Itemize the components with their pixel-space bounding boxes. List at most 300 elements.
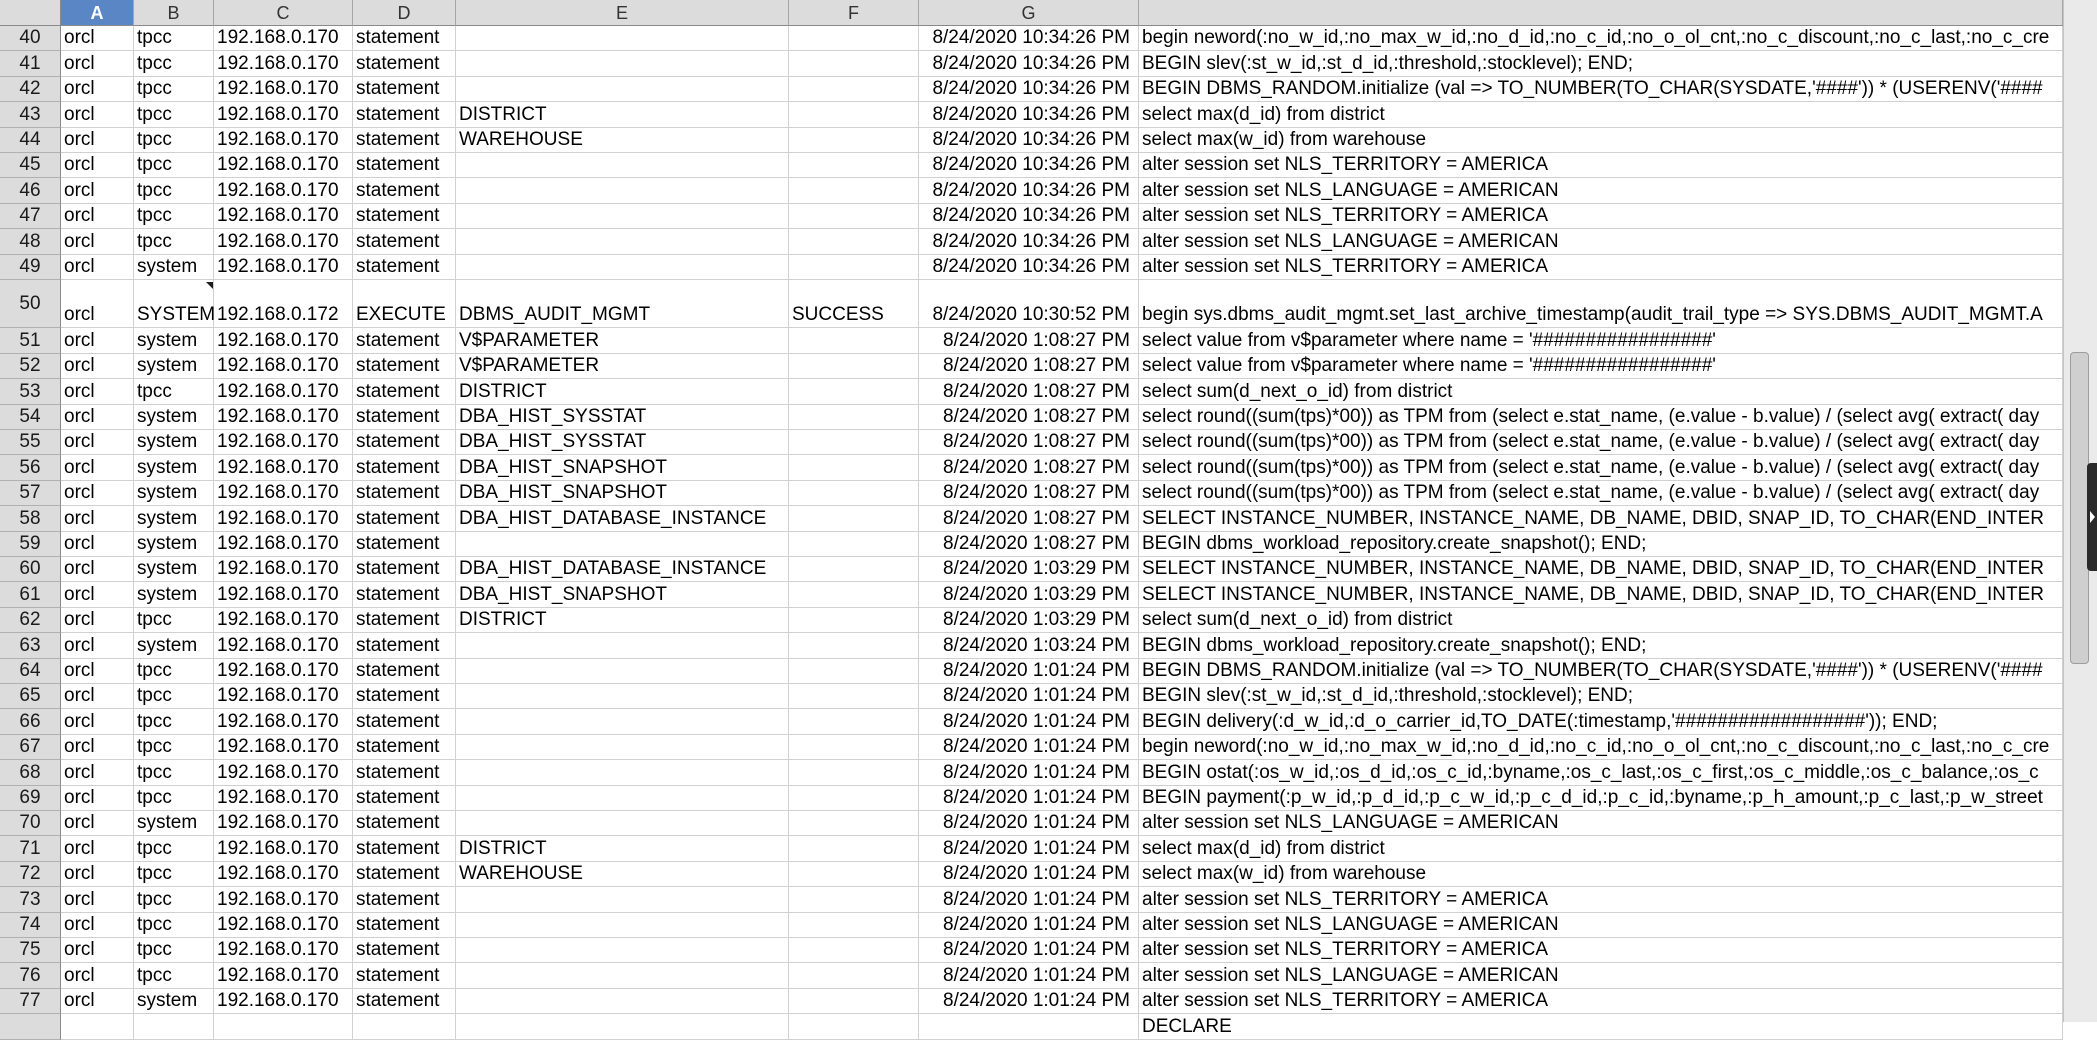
cell-e[interactable] [456, 532, 789, 557]
cell-d[interactable]: statement [353, 455, 456, 481]
cell-h[interactable]: BEGIN DBMS_RANDOM.initialize (val => TO_NUMBER(TO_CHAR(SYSDATE,'####')) * (USERENV('#### [1139, 77, 2063, 102]
cell-c[interactable]: 192.168.0.170 [214, 128, 353, 153]
cell-g[interactable]: 8/24/2020 1:08:27 PM [919, 430, 1139, 455]
column-header[interactable]: D [353, 0, 456, 26]
cell-h[interactable]: select round((sum(tps)*00)) as TPM from (select e.stat_name, (e.value - b.value) / (select avg( extract( day [1139, 481, 2063, 506]
row-header[interactable]: 53 [0, 379, 61, 405]
cell-f[interactable] [789, 735, 919, 760]
cell-b[interactable]: tpcc [134, 229, 214, 255]
cell-f[interactable] [789, 26, 919, 51]
row-header[interactable]: 50 [0, 280, 61, 328]
cell-f[interactable] [789, 379, 919, 405]
cell-b[interactable]: tpcc [134, 153, 214, 178]
cell-h[interactable]: DECLARE [1139, 1014, 2063, 1040]
cell-b[interactable]: tpcc [134, 204, 214, 229]
cell-g[interactable]: 8/24/2020 1:01:24 PM [919, 735, 1139, 760]
cell-d[interactable] [353, 1014, 456, 1040]
row-header[interactable]: 49 [0, 255, 61, 280]
cell-e[interactable] [456, 77, 789, 102]
cell-e[interactable]: DBA_HIST_SNAPSHOT [456, 455, 789, 481]
cell-c[interactable]: 192.168.0.170 [214, 862, 353, 887]
cell-g[interactable]: 8/24/2020 1:08:27 PM [919, 379, 1139, 405]
cell-e[interactable]: DBA_HIST_DATABASE_INSTANCE [456, 506, 789, 532]
cell-e[interactable] [456, 735, 789, 760]
cell-f[interactable] [789, 178, 919, 204]
cell-e[interactable]: DISTRICT [456, 102, 789, 128]
cell-g[interactable]: 8/24/2020 1:01:24 PM [919, 684, 1139, 709]
cell-d[interactable]: statement [353, 153, 456, 178]
cell-b[interactable]: tpcc [134, 938, 214, 963]
cell-h[interactable]: alter session set NLS_LANGUAGE = AMERICAN [1139, 178, 2063, 204]
cell-a[interactable]: orcl [61, 379, 134, 405]
cell-c[interactable]: 192.168.0.170 [214, 51, 353, 77]
cell-f[interactable] [789, 506, 919, 532]
cell-h[interactable]: alter session set NLS_TERRITORY = AMERICA [1139, 989, 2063, 1014]
cell-g[interactable]: 8/24/2020 10:34:26 PM [919, 204, 1139, 229]
row-header[interactable]: 52 [0, 354, 61, 379]
cell-b[interactable]: tpcc [134, 963, 214, 989]
cell-b[interactable]: system [134, 255, 214, 280]
cell-b[interactable]: tpcc [134, 913, 214, 938]
cell-g[interactable]: 8/24/2020 1:01:24 PM [919, 887, 1139, 913]
cell-a[interactable]: orcl [61, 836, 134, 862]
cell-g[interactable]: 8/24/2020 1:01:24 PM [919, 786, 1139, 811]
cell-e[interactable] [456, 1014, 789, 1040]
row-header[interactable]: 67 [0, 735, 61, 760]
cell-g[interactable]: 8/24/2020 1:08:27 PM [919, 405, 1139, 430]
cell-g[interactable]: 8/24/2020 1:01:24 PM [919, 938, 1139, 963]
cell-h[interactable]: select max(d_id) from district [1139, 102, 2063, 128]
cell-h[interactable]: begin neword(:no_w_id,:no_max_w_id,:no_d_id,:no_c_id,:no_o_ol_cnt,:no_c_discount,:no_c_last,:no_c_cre [1139, 26, 2063, 51]
cell-d[interactable]: statement [353, 255, 456, 280]
cell-f[interactable] [789, 77, 919, 102]
cell-c[interactable]: 192.168.0.170 [214, 938, 353, 963]
cell-d[interactable]: statement [353, 26, 456, 51]
cell-g[interactable]: 8/24/2020 10:34:26 PM [919, 128, 1139, 153]
row-header[interactable]: 41 [0, 51, 61, 77]
cell-e[interactable]: V$PARAMETER [456, 354, 789, 379]
cell-c[interactable]: 192.168.0.172 [214, 280, 353, 328]
cell-e[interactable] [456, 51, 789, 77]
cell-f[interactable] [789, 229, 919, 255]
cell-e[interactable] [456, 255, 789, 280]
cell-f[interactable] [789, 989, 919, 1014]
row-header[interactable]: 40 [0, 26, 61, 51]
row-header[interactable]: 73 [0, 887, 61, 913]
cell-g[interactable]: 8/24/2020 1:01:24 PM [919, 811, 1139, 836]
cell-c[interactable]: 192.168.0.170 [214, 709, 353, 735]
cell-c[interactable]: 192.168.0.170 [214, 204, 353, 229]
cell-g[interactable]: 8/24/2020 1:08:27 PM [919, 506, 1139, 532]
cell-f[interactable] [789, 328, 919, 354]
row-header[interactable]: 46 [0, 178, 61, 204]
cell-d[interactable]: statement [353, 735, 456, 760]
row-header[interactable]: 75 [0, 938, 61, 963]
cell-b[interactable]: system [134, 481, 214, 506]
cell-h[interactable]: select round((sum(tps)*00)) as TPM from (select e.stat_name, (e.value - b.value) / (select avg( extract( day [1139, 455, 2063, 481]
cell-a[interactable]: orcl [61, 153, 134, 178]
cell-b[interactable]: system [134, 532, 214, 557]
cell-g[interactable]: 8/24/2020 1:01:24 PM [919, 913, 1139, 938]
row-header[interactable]: 66 [0, 709, 61, 735]
cell-h[interactable]: alter session set NLS_LANGUAGE = AMERICAN [1139, 963, 2063, 989]
row-header[interactable]: 57 [0, 481, 61, 506]
cell-e[interactable]: WAREHOUSE [456, 128, 789, 153]
cell-c[interactable]: 192.168.0.170 [214, 557, 353, 582]
cell-h[interactable]: SELECT INSTANCE_NUMBER, INSTANCE_NAME, DB_NAME, DBID, SNAP_ID, TO_CHAR(END_INTER [1139, 582, 2063, 608]
cell-b[interactable]: tpcc [134, 684, 214, 709]
cell-a[interactable]: orcl [61, 582, 134, 608]
column-header[interactable]: B [134, 0, 214, 26]
cell-h[interactable]: BEGIN DBMS_RANDOM.initialize (val => TO_NUMBER(TO_CHAR(SYSDATE,'####')) * (USERENV('#### [1139, 659, 2063, 684]
row-header[interactable]: 63 [0, 633, 61, 659]
cell-b[interactable]: system [134, 354, 214, 379]
cell-b[interactable]: tpcc [134, 735, 214, 760]
cell-f[interactable] [789, 153, 919, 178]
cell-d[interactable]: statement [353, 836, 456, 862]
cell-a[interactable]: orcl [61, 684, 134, 709]
row-header[interactable]: 62 [0, 608, 61, 633]
cell-c[interactable]: 192.168.0.170 [214, 430, 353, 455]
cell-c[interactable]: 192.168.0.170 [214, 102, 353, 128]
cell-d[interactable]: EXECUTE [353, 280, 456, 328]
cell-g[interactable]: 8/24/2020 10:34:26 PM [919, 229, 1139, 255]
cell-c[interactable]: 192.168.0.170 [214, 786, 353, 811]
cell-d[interactable]: statement [353, 582, 456, 608]
cell-g[interactable]: 8/24/2020 10:34:26 PM [919, 255, 1139, 280]
cell-a[interactable]: orcl [61, 51, 134, 77]
cell-f[interactable] [789, 1014, 919, 1040]
cell-d[interactable]: statement [353, 51, 456, 77]
cell-e[interactable]: V$PARAMETER [456, 328, 789, 354]
cell-h[interactable]: select max(w_id) from warehouse [1139, 862, 2063, 887]
cell-f[interactable] [789, 608, 919, 633]
cell-e[interactable]: DBMS_AUDIT_MGMT [456, 280, 789, 328]
cell-f[interactable]: SUCCESS [789, 280, 919, 328]
cell-a[interactable]: orcl [61, 77, 134, 102]
cell-c[interactable]: 192.168.0.170 [214, 178, 353, 204]
cell-h[interactable]: SELECT INSTANCE_NUMBER, INSTANCE_NAME, DB_NAME, DBID, SNAP_ID, TO_CHAR(END_INTER [1139, 557, 2063, 582]
cell-d[interactable]: statement [353, 913, 456, 938]
cell-b[interactable]: system [134, 405, 214, 430]
cell-a[interactable]: orcl [61, 887, 134, 913]
cell-c[interactable]: 192.168.0.170 [214, 77, 353, 102]
cell-b[interactable]: system [134, 430, 214, 455]
cell-a[interactable]: orcl [61, 455, 134, 481]
cell-g[interactable]: 8/24/2020 1:01:24 PM [919, 963, 1139, 989]
cell-d[interactable]: statement [353, 786, 456, 811]
cell-h[interactable]: BEGIN dbms_workload_repository.create_snapshot(); END; [1139, 633, 2063, 659]
cell-e[interactable]: DBA_HIST_SNAPSHOT [456, 481, 789, 506]
cell-b[interactable]: system [134, 557, 214, 582]
cell-a[interactable]: orcl [61, 760, 134, 786]
cell-g[interactable]: 8/24/2020 1:03:29 PM [919, 557, 1139, 582]
cell-c[interactable]: 192.168.0.170 [214, 506, 353, 532]
cell-e[interactable] [456, 887, 789, 913]
cell-a[interactable]: orcl [61, 280, 134, 328]
cell-a[interactable]: orcl [61, 913, 134, 938]
cell-g[interactable]: 8/24/2020 10:30:52 PM [919, 280, 1139, 328]
cell-a[interactable]: orcl [61, 862, 134, 887]
cell-b[interactable]: system [134, 633, 214, 659]
cell-f[interactable] [789, 582, 919, 608]
cell-h[interactable]: select round((sum(tps)*00)) as TPM from (select e.stat_name, (e.value - b.value) / (select avg( extract( day [1139, 405, 2063, 430]
cell-e[interactable] [456, 811, 789, 836]
cell-e[interactable] [456, 760, 789, 786]
cell-b[interactable]: tpcc [134, 51, 214, 77]
row-header[interactable]: 76 [0, 963, 61, 989]
cell-b[interactable]: tpcc [134, 128, 214, 153]
cell-b[interactable]: system [134, 989, 214, 1014]
cell-h[interactable]: select value from v$parameter where name = '#################' [1139, 328, 2063, 354]
row-header[interactable]: 56 [0, 455, 61, 481]
cell-h[interactable]: BEGIN dbms_workload_repository.create_snapshot(); END; [1139, 532, 2063, 557]
cell-f[interactable] [789, 128, 919, 153]
cell-d[interactable]: statement [353, 481, 456, 506]
row-header[interactable]: 64 [0, 659, 61, 684]
cell-a[interactable]: orcl [61, 204, 134, 229]
cell-d[interactable]: statement [353, 405, 456, 430]
cell-f[interactable] [789, 51, 919, 77]
row-header[interactable]: 45 [0, 153, 61, 178]
cell-a[interactable]: orcl [61, 481, 134, 506]
cell-g[interactable]: 8/24/2020 1:08:27 PM [919, 455, 1139, 481]
cell-a[interactable]: orcl [61, 532, 134, 557]
cell-c[interactable]: 192.168.0.170 [214, 532, 353, 557]
cell-a[interactable]: orcl [61, 128, 134, 153]
cell-a[interactable]: orcl [61, 963, 134, 989]
row-header[interactable]: 71 [0, 836, 61, 862]
cell-f[interactable] [789, 760, 919, 786]
cell-d[interactable]: statement [353, 938, 456, 963]
cell-a[interactable]: orcl [61, 811, 134, 836]
cell-d[interactable]: statement [353, 102, 456, 128]
cell-e[interactable] [456, 989, 789, 1014]
cell-c[interactable]: 192.168.0.170 [214, 963, 353, 989]
column-header[interactable] [1139, 0, 2063, 26]
row-header[interactable]: 68 [0, 760, 61, 786]
cell-d[interactable]: statement [353, 379, 456, 405]
cell-c[interactable]: 192.168.0.170 [214, 405, 353, 430]
cell-h[interactable]: alter session set NLS_TERRITORY = AMERICA [1139, 255, 2063, 280]
cell-d[interactable]: statement [353, 430, 456, 455]
cell-h[interactable]: BEGIN payment(:p_w_id,:p_d_id,:p_c_w_id,:p_c_d_id,:p_c_id,:byname,:p_h_amount,:p_c_last,:p_w_street [1139, 786, 2063, 811]
cell-b[interactable]: system [134, 582, 214, 608]
comment-indicator-icon[interactable] [206, 282, 213, 289]
row-header[interactable]: 69 [0, 786, 61, 811]
cell-c[interactable]: 192.168.0.170 [214, 989, 353, 1014]
cell-g[interactable]: 8/24/2020 10:34:26 PM [919, 77, 1139, 102]
cell-f[interactable] [789, 481, 919, 506]
cell-b[interactable]: tpcc [134, 862, 214, 887]
cell-d[interactable]: statement [353, 887, 456, 913]
cell-g[interactable]: 8/24/2020 1:01:24 PM [919, 862, 1139, 887]
cell-e[interactable]: DISTRICT [456, 379, 789, 405]
cell-e[interactable] [456, 913, 789, 938]
cell-c[interactable]: 192.168.0.170 [214, 455, 353, 481]
cell-b[interactable]: tpcc [134, 887, 214, 913]
row-header[interactable]: 51 [0, 328, 61, 354]
cell-h[interactable]: alter session set NLS_TERRITORY = AMERICA [1139, 204, 2063, 229]
cell-h[interactable]: select max(w_id) from warehouse [1139, 128, 2063, 153]
cell-f[interactable] [789, 709, 919, 735]
cell-b[interactable]: tpcc [134, 659, 214, 684]
cell-g[interactable]: 8/24/2020 1:01:24 PM [919, 760, 1139, 786]
row-header[interactable]: 47 [0, 204, 61, 229]
cell-c[interactable]: 192.168.0.170 [214, 836, 353, 862]
cell-e[interactable] [456, 26, 789, 51]
row-header[interactable]: 43 [0, 102, 61, 128]
cell-c[interactable]: 192.168.0.170 [214, 684, 353, 709]
cell-d[interactable]: statement [353, 659, 456, 684]
cell-g[interactable]: 8/24/2020 1:08:27 PM [919, 532, 1139, 557]
cell-b[interactable]: tpcc [134, 608, 214, 633]
cell-c[interactable]: 192.168.0.170 [214, 229, 353, 255]
column-header[interactable]: G [919, 0, 1139, 26]
cell-a[interactable]: orcl [61, 709, 134, 735]
cell-e[interactable]: DBA_HIST_DATABASE_INSTANCE [456, 557, 789, 582]
cell-a[interactable]: orcl [61, 354, 134, 379]
cell-g[interactable]: 8/24/2020 1:03:24 PM [919, 633, 1139, 659]
cell-c[interactable]: 192.168.0.170 [214, 153, 353, 178]
cell-d[interactable]: statement [353, 557, 456, 582]
cell-g[interactable]: 8/24/2020 1:01:24 PM [919, 836, 1139, 862]
cell-d[interactable]: statement [353, 608, 456, 633]
cell-c[interactable]: 192.168.0.170 [214, 811, 353, 836]
cell-f[interactable] [789, 455, 919, 481]
cell-h[interactable]: alter session set NLS_LANGUAGE = AMERICAN [1139, 229, 2063, 255]
cell-b[interactable] [134, 1014, 214, 1040]
cell-d[interactable]: statement [353, 128, 456, 153]
cell-h[interactable]: alter session set NLS_TERRITORY = AMERICA [1139, 153, 2063, 178]
cell-d[interactable]: statement [353, 506, 456, 532]
select-all-corner[interactable] [0, 0, 61, 26]
row-header[interactable]: 44 [0, 128, 61, 153]
row-header[interactable]: 70 [0, 811, 61, 836]
cell-e[interactable]: DISTRICT [456, 608, 789, 633]
cell-a[interactable]: orcl [61, 989, 134, 1014]
row-header[interactable]: 65 [0, 684, 61, 709]
cell-f[interactable] [789, 430, 919, 455]
cell-g[interactable]: 8/24/2020 1:01:24 PM [919, 709, 1139, 735]
cell-a[interactable]: orcl [61, 557, 134, 582]
cell-c[interactable]: 192.168.0.170 [214, 735, 353, 760]
cell-h[interactable]: begin sys.dbms_audit_mgmt.set_last_archive_timestamp(audit_trail_type => SYS.DBMS_AUDIT_MGMT.A [1139, 280, 2063, 328]
cell-a[interactable]: orcl [61, 938, 134, 963]
cell-f[interactable] [789, 938, 919, 963]
cell-h[interactable]: begin neword(:no_w_id,:no_max_w_id,:no_d_id,:no_c_id,:no_o_ol_cnt,:no_c_discount,:no_c_last,:no_c_cre [1139, 735, 2063, 760]
cell-c[interactable]: 192.168.0.170 [214, 633, 353, 659]
cell-g[interactable]: 8/24/2020 10:34:26 PM [919, 153, 1139, 178]
cell-a[interactable]: orcl [61, 102, 134, 128]
cell-e[interactable] [456, 229, 789, 255]
cell-g[interactable]: 8/24/2020 1:01:24 PM [919, 989, 1139, 1014]
cell-h[interactable]: select round((sum(tps)*00)) as TPM from (select e.stat_name, (e.value - b.value) / (select avg( extract( day [1139, 430, 2063, 455]
cell-b[interactable]: system [134, 455, 214, 481]
row-header[interactable]: 61 [0, 582, 61, 608]
cell-b[interactable]: tpcc [134, 178, 214, 204]
cell-a[interactable]: orcl [61, 328, 134, 354]
cell-c[interactable]: 192.168.0.170 [214, 379, 353, 405]
cell-d[interactable]: statement [353, 684, 456, 709]
cell-a[interactable]: orcl [61, 786, 134, 811]
cell-d[interactable]: statement [353, 709, 456, 735]
cell-f[interactable] [789, 684, 919, 709]
cell-g[interactable]: 8/24/2020 10:34:26 PM [919, 26, 1139, 51]
cell-e[interactable]: WAREHOUSE [456, 862, 789, 887]
cell-d[interactable]: statement [353, 229, 456, 255]
cell-f[interactable] [789, 204, 919, 229]
cell-b[interactable]: tpcc [134, 379, 214, 405]
cell-b[interactable]: system [134, 811, 214, 836]
cell-a[interactable] [61, 1014, 134, 1040]
cell-e[interactable] [456, 938, 789, 963]
cell-b[interactable]: tpcc [134, 102, 214, 128]
row-header[interactable]: 55 [0, 430, 61, 455]
cell-f[interactable] [789, 963, 919, 989]
cell-f[interactable] [789, 532, 919, 557]
cell-d[interactable]: statement [353, 354, 456, 379]
cell-h[interactable]: select value from v$parameter where name = '#################' [1139, 354, 2063, 379]
row-header[interactable]: 54 [0, 405, 61, 430]
cell-c[interactable]: 192.168.0.170 [214, 255, 353, 280]
cell-b[interactable]: system [134, 506, 214, 532]
cell-h[interactable]: select max(d_id) from district [1139, 836, 2063, 862]
cell-a[interactable]: orcl [61, 405, 134, 430]
cell-d[interactable]: statement [353, 760, 456, 786]
cell-e[interactable]: DBA_HIST_SNAPSHOT [456, 582, 789, 608]
cell-g[interactable]: 8/24/2020 10:34:26 PM [919, 102, 1139, 128]
cell-f[interactable] [789, 354, 919, 379]
cell-d[interactable]: statement [353, 328, 456, 354]
cell-h[interactable]: alter session set NLS_LANGUAGE = AMERICAN [1139, 913, 2063, 938]
cell-b[interactable]: SYSTEM [134, 280, 214, 328]
cell-d[interactable]: statement [353, 633, 456, 659]
cell-e[interactable] [456, 204, 789, 229]
cell-d[interactable]: statement [353, 862, 456, 887]
row-header[interactable]: 42 [0, 77, 61, 102]
cell-f[interactable] [789, 836, 919, 862]
cell-f[interactable] [789, 557, 919, 582]
cell-f[interactable] [789, 659, 919, 684]
cell-f[interactable] [789, 913, 919, 938]
cell-e[interactable] [456, 178, 789, 204]
cell-h[interactable]: SELECT INSTANCE_NUMBER, INSTANCE_NAME, DB_NAME, DBID, SNAP_ID, TO_CHAR(END_INTER [1139, 506, 2063, 532]
cell-e[interactable]: DISTRICT [456, 836, 789, 862]
cell-d[interactable]: statement [353, 77, 456, 102]
cell-g[interactable]: 8/24/2020 10:34:26 PM [919, 51, 1139, 77]
cell-e[interactable] [456, 786, 789, 811]
cell-d[interactable]: statement [353, 178, 456, 204]
cell-d[interactable]: statement [353, 811, 456, 836]
row-header[interactable]: 60 [0, 557, 61, 582]
column-header[interactable]: E [456, 0, 789, 26]
cell-a[interactable]: orcl [61, 255, 134, 280]
column-header[interactable]: C [214, 0, 353, 26]
cell-f[interactable] [789, 811, 919, 836]
cell-a[interactable]: orcl [61, 178, 134, 204]
cell-g[interactable]: 8/24/2020 1:08:27 PM [919, 354, 1139, 379]
cell-g[interactable] [919, 1014, 1139, 1040]
cell-g[interactable]: 8/24/2020 10:34:26 PM [919, 178, 1139, 204]
column-header[interactable]: A [61, 0, 134, 26]
cell-h[interactable]: BEGIN slev(:st_w_id,:st_d_id,:threshold,:stocklevel); END; [1139, 51, 2063, 77]
cell-e[interactable]: DBA_HIST_SYSSTAT [456, 405, 789, 430]
cell-c[interactable] [214, 1014, 353, 1040]
cell-h[interactable]: BEGIN ostat(:os_w_id,:os_d_id,:os_c_id,:byname,:os_c_last,:os_c_first,:os_c_middle,:os_c_balance,:os_c [1139, 760, 2063, 786]
cell-c[interactable]: 192.168.0.170 [214, 608, 353, 633]
cell-c[interactable]: 192.168.0.170 [214, 582, 353, 608]
